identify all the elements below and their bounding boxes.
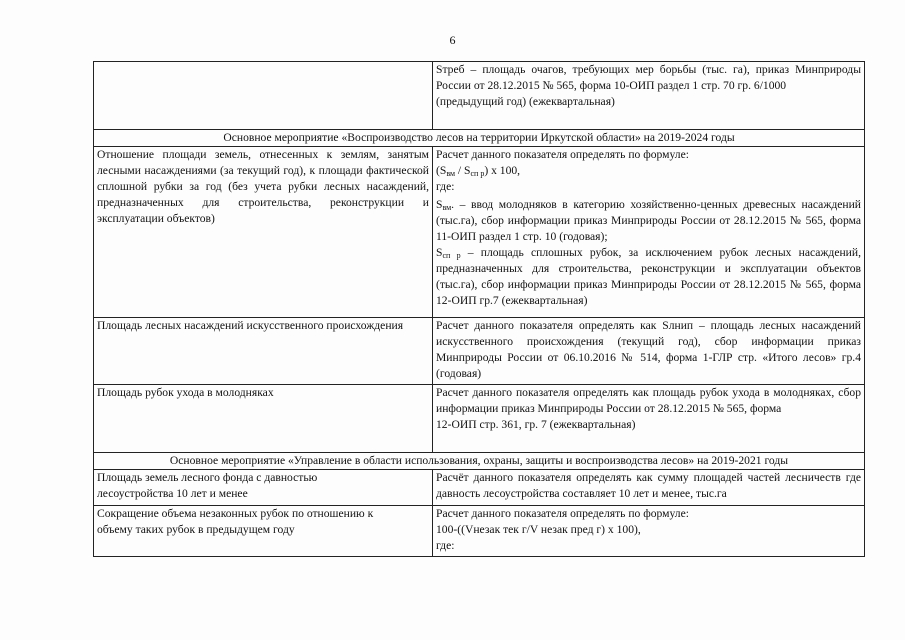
definition-text: – площадь сплошных рубок, за исключением рубок лесных насаждений, предназначенных для строительства, реконструкции и эксплуатации объектов (тыс.га), сбор информации приказ Минприроды России от 28.12.2015 № 565, форма 12-ОИП гр.7 (ежеквартальная)	[436, 246, 861, 307]
cell-text: (предыдущий год) (ежеквартальная)	[436, 95, 615, 108]
cell-text: Расчет данного показателя определять по формуле:	[436, 507, 689, 520]
table-cell: Расчет данного показателя определять как Sлнип – площадь лесных насаждений искусственного происхождения (текущий год), сбор информации приказ Минприроды России от 06.10.2016 № 514, форма 1-ГЛР стр. «Итого лесов» гр.4 (годовая)	[433, 318, 865, 385]
cell-text: 12-ОИП стр. 361, гр. 7 (ежеквартальная)	[436, 418, 636, 431]
section-heading: Основное мероприятие «Управление в области использования, охраны, защиты и воспроизводства лесов» на 2019-2021 годы	[94, 453, 865, 470]
cell-text: Расчет данного показателя определять по формуле:	[436, 148, 689, 161]
table-row	[94, 470, 865, 506]
definition	[436, 197, 861, 245]
cell-text: Сокращение объема незаконных рубок по отношению к	[97, 507, 374, 520]
definition-symbol: S	[436, 198, 443, 211]
section-heading: Основное мероприятие «Воспроизводство лесов на территории Иркутской области» на 2019-2024 годы	[94, 130, 865, 147]
table-row	[94, 385, 865, 453]
formula	[436, 163, 861, 179]
formula-part: / S	[455, 164, 471, 177]
cell-text: Sтреб – площадь очагов, требующих мер борьбы (тыс. га), приказ Минприроды России от 28.12.2015 № 565, форма 10-ОИП раздел 1 стр. 70 гр. 6/1000	[436, 63, 861, 92]
page-number: 6	[449, 33, 456, 47]
table-row	[94, 62, 865, 130]
table-row	[94, 318, 865, 385]
indicator-name	[94, 470, 433, 506]
definition-symbol: S	[436, 246, 443, 259]
cell-text: где:	[436, 539, 455, 552]
table-cell	[433, 62, 865, 130]
table-row	[94, 147, 865, 318]
table-row	[94, 506, 865, 557]
indicator-name	[94, 506, 433, 557]
cell-text: Площадь земель лесного фонда с давностью	[97, 471, 318, 484]
definition-subscript: сп р	[442, 251, 461, 260]
cell-text: объему таких рубок в предыдущем году	[97, 523, 295, 536]
formula-subscript: сп р	[470, 169, 485, 178]
table-cell: Расчёт данного показателя определять как сумму площадей частей лесничеств где давность лесоустройства составляет 10 лет и менее, тыс.га	[433, 470, 865, 506]
table-cell	[433, 385, 865, 453]
table-cell-empty	[94, 62, 433, 130]
definition	[436, 245, 861, 309]
indicators-table	[93, 61, 865, 557]
indicator-name: Площадь рубок ухода в молодняках	[94, 385, 433, 453]
indicator-name: Отношение площади земель, отнесенных к землям, занятым лесными насаждениями (за текущий год), к площади фактической сплошной рубки за год (без учета рубки лесных насаждений, предназначенных для строительства, реконструкции и эксплуатации объектов)	[94, 147, 433, 318]
definition-text: . – ввод молодняков в категорию хозяйственно-ценных древесных насаждений (тыс.га), сбор информации приказ Минприроды России от 28.12.2015 № 565, форма 11-ОИП раздел 1 стр. 10 (годовая);	[436, 198, 861, 243]
table-cell	[433, 506, 865, 557]
table-cell	[433, 147, 865, 318]
cell-text: лесоустройства 10 лет и менее	[97, 487, 248, 500]
definition-subscript: вм	[442, 203, 452, 212]
cell-text: где:	[436, 180, 455, 193]
cell-text: Расчет данного показателя определять как площадь рубок ухода в молодняках, сбор информации приказ Минприроды России от 28.12.2015 № 565, форма	[436, 386, 861, 415]
formula-part: ) x 100,	[484, 164, 521, 177]
section-row	[94, 453, 865, 470]
indicator-name: Площадь лесных насаждений искусственного происхождения	[94, 318, 433, 385]
section-row	[94, 130, 865, 147]
formula-part: (S	[436, 164, 447, 177]
cell-text: 100-((Vнезак тек г/V незак пред г) x 100),	[436, 523, 641, 536]
formula-subscript: вм	[446, 169, 456, 178]
